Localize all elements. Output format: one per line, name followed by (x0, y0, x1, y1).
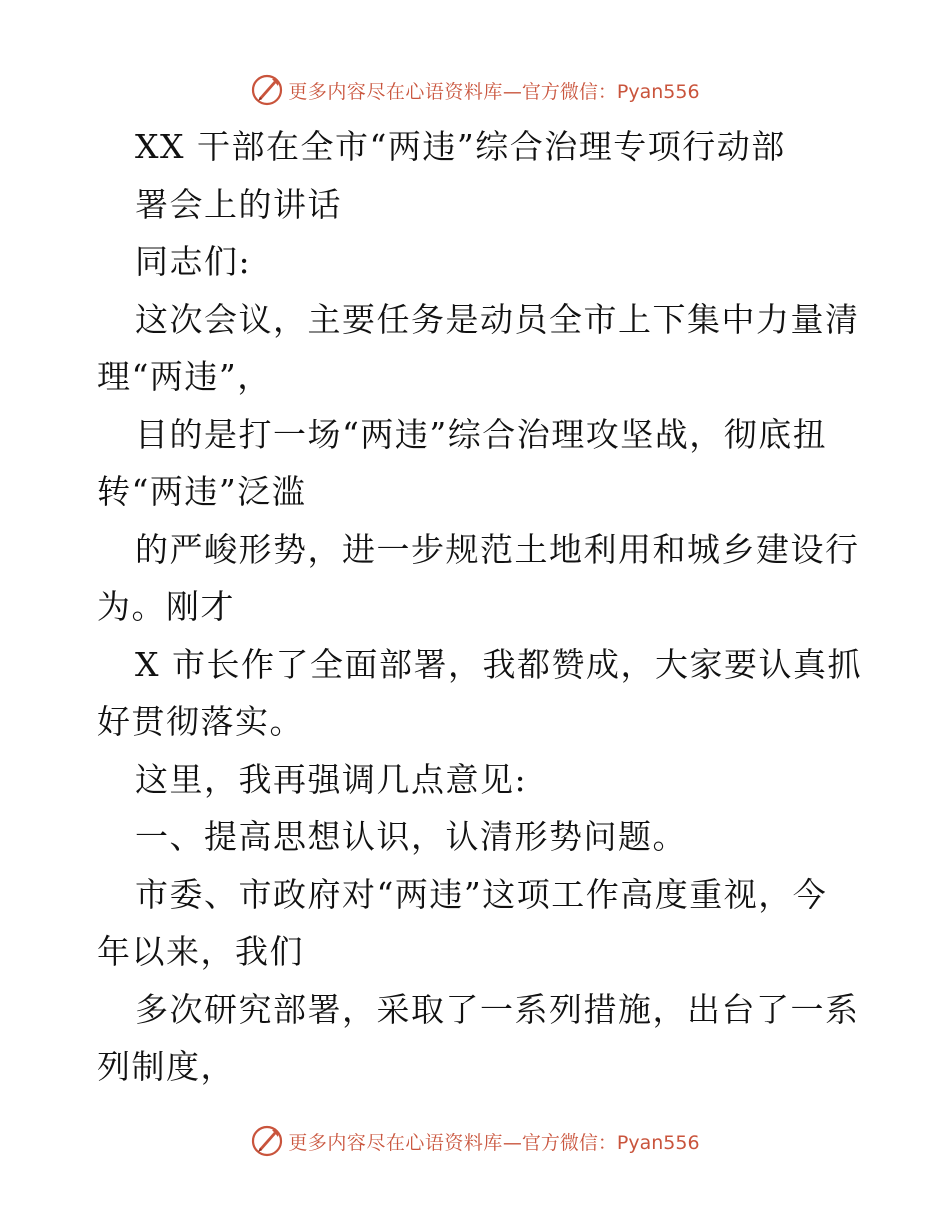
quill-logo-icon (250, 1124, 284, 1158)
text-line: 列制度， (97, 1047, 235, 1086)
text-line: 署会上的讲话 (135, 184, 342, 224)
text-line: 多次研究部署，采取了一系列措施，出台了一系 (135, 989, 860, 1029)
quill-logo-icon (250, 73, 284, 107)
banner-slogan: 更多内容尽在心语资料库 (288, 80, 503, 103)
banner-wechat: —官方微信：Pyan556 (502, 1131, 700, 1154)
text-line: 的严峻形势，进一步规范土地利用和城乡建设行 (135, 529, 860, 569)
text-line: 理“两违”， (97, 357, 272, 396)
text-line: XX 干部在全市“两违”综合治理专项行动部 (135, 127, 786, 166)
text-line: 这里，我再强调几点意见: (135, 759, 528, 799)
text-line: 市委、市政府对“两违”这项工作高度重视，今 (135, 874, 828, 914)
text-line: 转“两违”泛滥 (97, 472, 307, 511)
text-line: 这次会议，主要任务是动员全市上下集中力量清 (135, 299, 860, 339)
banner-slogan: 更多内容尽在心语资料库 (288, 1131, 503, 1154)
text-line: X 市长作了全面部署，我都赞成，大家要认真抓 (135, 644, 862, 684)
document-body (97, 118, 862, 1096)
text-line: 好贯彻落实。 (97, 702, 304, 741)
text-line: 目的是打一场“两违”综合治理攻坚战，彻底扭 (135, 414, 828, 454)
banner-wechat: —官方微信：Pyan556 (502, 80, 700, 103)
footer-banner (0, 1121, 950, 1161)
header-banner (0, 70, 950, 110)
text-line: 为。刚才 (97, 587, 235, 626)
text-line: 同志们: (135, 242, 252, 281)
text-line: 一、提高思想认识，认清形势问题。 (135, 817, 687, 856)
text-line: 年以来，我们 (97, 932, 304, 971)
